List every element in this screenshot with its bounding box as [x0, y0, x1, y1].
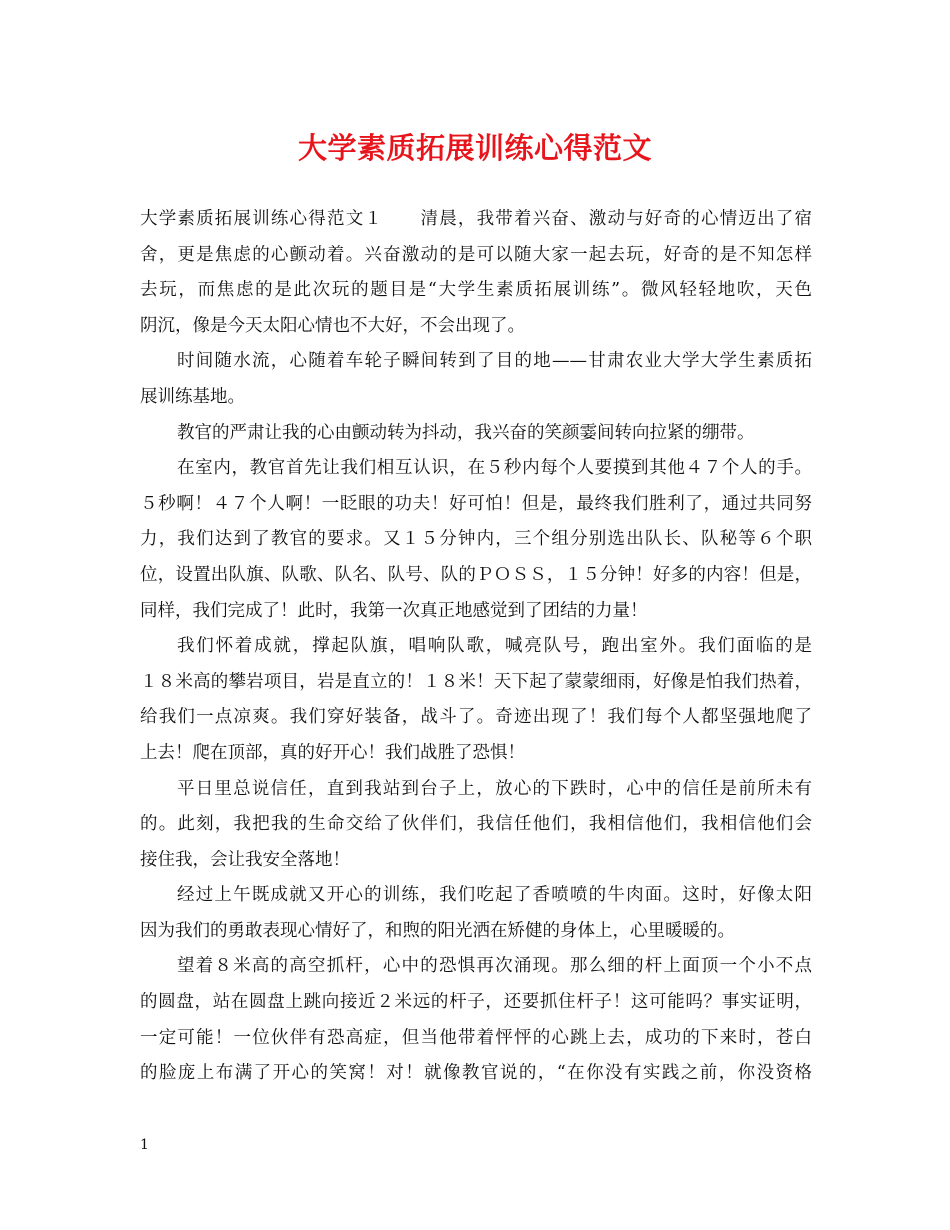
text-line: 因为我们的勇敢表现心情好了，和煦的阳光洒在矫健的身体上，心里暖暖的。 — [140, 920, 735, 941]
text-line: 经过上午既成就又开心的训练，我们吃起了香喷喷的牛肉面。这时，好像太阳 — [177, 885, 812, 906]
text-line: 去玩，而焦虑的是此次玩的题目是“大学生素质拓展训练”。微风轻轻地吹，天色 — [140, 280, 812, 301]
text-line: 平日里总说信任，直到我站到台子上，放心的下跌时，心中的信任是前所未有 — [177, 778, 812, 799]
text-line: 展训练基地。 — [140, 386, 245, 407]
text-line: 教官的严肃让我的心由颤动转为抖动，我兴奋的笑颜霎间转向拉紧的绷带。 — [177, 422, 755, 443]
document-title: 大学素质拓展训练心得范文 — [297, 131, 652, 165]
text-line: 阴沉，像是今天太阳心情也不大好，不会出现了。 — [140, 315, 525, 336]
text-line: 的脸庞上布满了开心的笑窝！对！就像教官说的，“在你没有实践之前，你没资格 — [140, 1063, 812, 1084]
text-line: 给我们一点凉爽。我们穿好装备，战斗了。奇迹出现了！我们每个人都坚强地爬了 — [140, 707, 812, 728]
text-line: 上去！爬在顶部，真的好开心！我们战胜了恐惧！ — [140, 742, 525, 763]
text-line: ５秒啊！４７个人啊！一眨眼的功夫！好可怕！但是，最终我们胜利了，通过共同努 — [140, 493, 812, 514]
text-line: 力，我们达到了教官的要求。又１５分钟内，三个组分别选出队长、队秘等６个职 — [140, 529, 812, 550]
text-line: 舍，更是焦虑的心颤动着。兴奋激动的是可以随大家一起去玩，好奇的是不知怎样 — [140, 244, 812, 265]
document-body — [140, 202, 812, 1092]
text-line: 我们怀着成就，撑起队旗，唱响队歌，喊亮队号，跑出室外。我们面临的是 — [177, 636, 812, 657]
text-line: 在室内，教官首先让我们相互认识，在５秒内每个人要摸到其他４７个人的手。 — [177, 458, 812, 479]
text-line: 一定可能！一位伙伴有恐高症，但当他带着怦怦的心跳上去，成功的下来时，苍白 — [140, 1027, 812, 1048]
text-line: 的圆盘，站在圆盘上跳向接近２米远的杆子，还要抓住杆子！这可能吗？事实证明， — [140, 992, 812, 1013]
text-line: 望着８米高的高空抓杆，心中的恐惧再次涌现。那么细的杆上面顶一个小不点 — [177, 956, 812, 977]
page-number: 1 — [140, 1137, 149, 1153]
text-line: 时间随水流，心随着车轮子瞬间转到了目的地——甘肃农业大学大学生素质拓 — [177, 351, 812, 372]
text-line: 大学素质拓展训练心得范文１ 清晨，我带着兴奋、激动与好奇的心情迈出了宿 — [140, 209, 812, 229]
text-line: １８米高的攀岩项目，岩是直立的！１８米！天下起了蒙蒙细雨，好像是怕我们热着， — [140, 671, 812, 692]
text-line: 同样，我们完成了！此时，我第一次真正地感觉到了团结的力量！ — [140, 600, 648, 621]
text-line: 接住我，会让我安全落地！ — [140, 849, 350, 870]
text-line: 的。此刻，我把我的生命交给了伙伴们，我信任他们，我相信他们，我相信他们会 — [140, 814, 812, 835]
text-line: 位，设置出队旗、队歌、队名、队号、队的ＰＯＳＳ，１５分钟！好多的内容！但是， — [140, 564, 812, 585]
